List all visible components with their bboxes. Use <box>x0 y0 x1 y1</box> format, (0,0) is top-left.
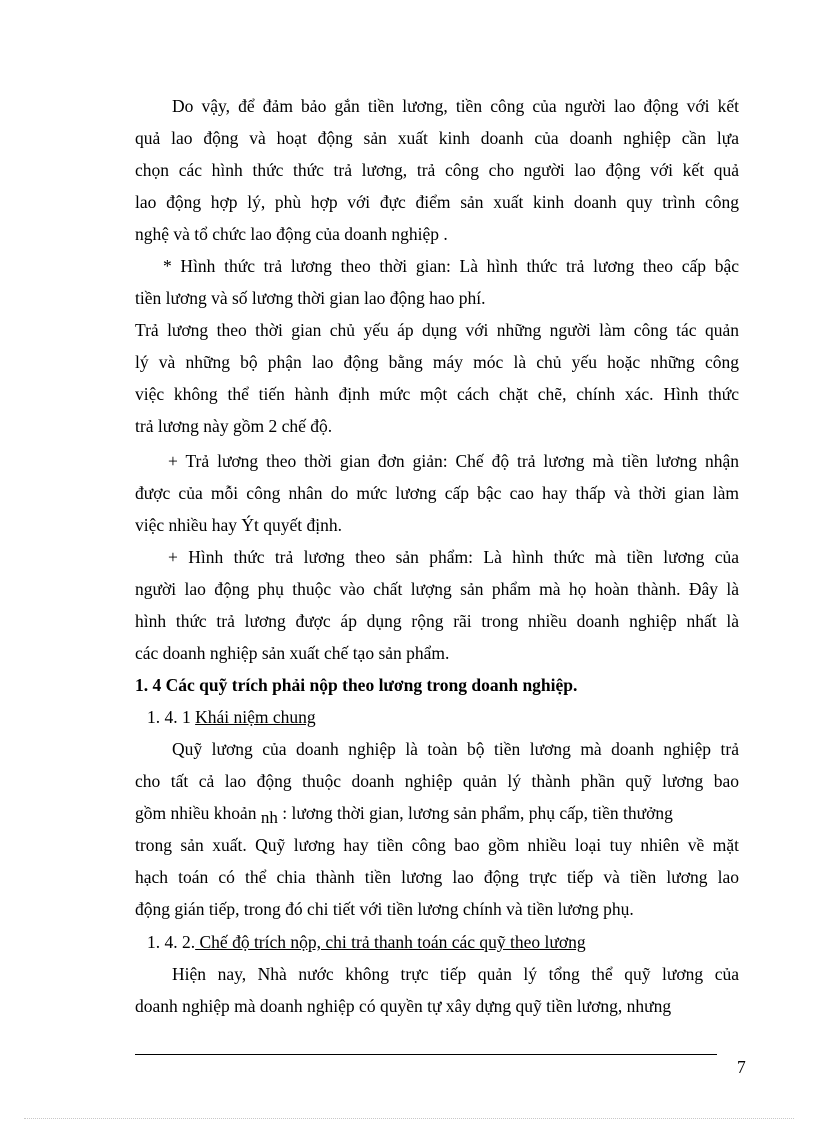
paragraph-line: việc nhiều hay Ýt quyết định. <box>135 515 343 535</box>
page-boundary <box>24 1118 794 1119</box>
paragraph-line: chọn các hình thức thức trả lương, trả công cho người lao động với kết quả <box>135 160 739 180</box>
paragraph-line: + Trả lương theo thời gian đơn giản: Chế độ trả lương mà tiền lương nhận <box>168 451 739 471</box>
footer-rule <box>135 1054 717 1055</box>
paragraph-line: các doanh nghiệp sản xuất chế tạo sản phẩm. <box>135 643 450 663</box>
paragraph-line: Trả lương theo thời gian chủ yếu áp dụng với những người làm công tác quản <box>135 320 739 340</box>
paragraph-line: tiền lương và số lương thời gian lao động hao phí. <box>135 288 486 308</box>
text-fragment: nh <box>260 808 278 827</box>
paragraph-line: trong sản xuất. Quỹ lương hay tiền công bao gồm nhiều loại tuy nhiên về mặt <box>135 835 739 855</box>
paragraph-line: nghệ và tổ chức lao động của doanh nghiệp . <box>135 224 448 244</box>
paragraph-line: quả lao động và hoạt động sản xuất kinh doanh của doanh nghiệp cần lựa <box>135 128 739 148</box>
paragraph-line: Quỹ lương của doanh nghiệp là toàn bộ tiền lương mà doanh nghiệp trả <box>172 739 739 759</box>
paragraph-line: doanh nghiệp mà doanh nghiệp có quyền tự xây dựng quỹ tiền lương, nhưng <box>135 996 672 1016</box>
subsection-heading-1 <box>147 706 739 728</box>
paragraph-line: động gián tiếp, trong đó chi tiết với tiền lương chính và tiền lương phụ. <box>135 899 634 919</box>
paragraph-line: Do vậy, để đảm bảo gắn tiền lương, tiền công của người lao động với kết <box>172 96 739 116</box>
paragraph-line: hình thức trả lương được áp dụng rộng rãi trong nhiều doanh nghiệp nhất là <box>135 611 739 631</box>
paragraph-line: trả lương này gồm 2 chế độ. <box>135 416 333 436</box>
text-segment: gồm nhiều khoản <box>135 803 257 823</box>
paragraph-line: được của mỗi công nhân do mức lương cấp bậc cao hay thấp và thời gian làm <box>135 483 739 503</box>
paragraph-line: cho tất cả lao động thuộc doanh nghiệp quản lý thành phần quỹ lương bao <box>135 771 739 791</box>
paragraph-line: * Hình thức trả lương theo thời gian: Là hình thức trả lương theo cấp bậc <box>163 256 739 276</box>
subsection-number: 1. 4. 1 <box>147 707 191 727</box>
paragraph-line: việc không thể tiến hành định mức một cách chặt chẽ, chính xác. Hình thức <box>135 384 739 404</box>
paragraph-line: người lao động phụ thuộc vào chất lượng sản phẩm mà họ hoàn thành. Đây là <box>135 579 739 599</box>
paragraph-line: + Hình thức trả lương theo sản phẩm: Là hình thức mà tiền lương của <box>168 547 739 567</box>
section-heading: 1. 4 Các quỹ trích phải nộp theo lương trong doanh nghiệp. <box>135 675 578 695</box>
subsection-title: Khái niệm chung <box>195 707 316 727</box>
subsection-title: Chế độ trích nộp, chi trả thanh toán các quỹ theo lương <box>195 932 586 952</box>
paragraph-line: Hiện nay, Nhà nước không trực tiếp quản lý tổng thể quỹ lương của <box>172 964 739 984</box>
paragraph-line: hạch toán có thể chia thành tiền lương lao động trực tiếp và tiền lương lao <box>135 867 739 887</box>
paragraph-line <box>135 802 739 825</box>
page-number: 7 <box>737 1057 746 1077</box>
paragraph-line: lao động hợp lý, phù hợp với đực điểm sản xuất kinh doanh quy trình công <box>135 192 739 212</box>
paragraph-line: lý và những bộ phận lao động bằng máy móc là chủ yếu hoặc những công <box>135 352 739 372</box>
subsection-number: 1. 4. 2. <box>147 932 196 952</box>
text-segment: : lương thời gian, lương sản phẩm, phụ cấp, tiền thưởng <box>282 803 673 823</box>
subsection-heading-2 <box>147 931 739 953</box>
